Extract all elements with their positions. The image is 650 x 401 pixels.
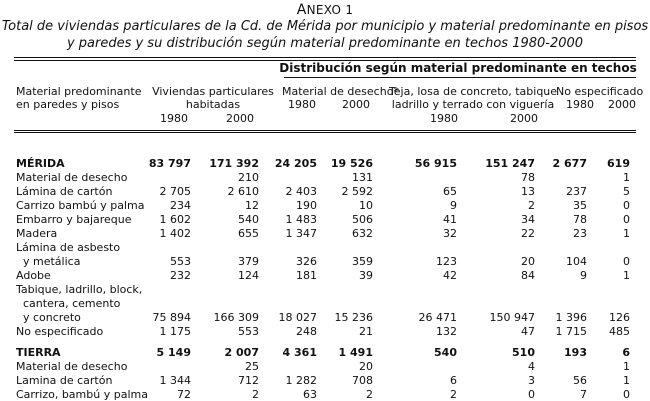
row-label: y concreto	[16, 311, 81, 324]
table-cell: 1 347	[285, 227, 317, 240]
table-cell: 1 282	[285, 374, 317, 387]
table-cell: 15 236	[334, 311, 373, 324]
table-cell: 0	[623, 388, 630, 401]
table-cell: 23	[573, 227, 587, 240]
table-cell: 47	[521, 325, 535, 338]
noesp-year-2000: 2000	[608, 98, 636, 111]
table-cell: 63	[303, 388, 317, 401]
table-cell: 655	[238, 227, 259, 240]
table-cell: 1 402	[159, 227, 191, 240]
table-cell: 84	[521, 269, 535, 282]
table-cell: 13	[521, 185, 535, 198]
table-cell: 75 894	[152, 311, 191, 324]
table-cell: 56 915	[414, 157, 457, 170]
table-cell: 39	[359, 269, 373, 282]
table-cell: 9	[450, 199, 457, 212]
table-cell: 18 027	[278, 311, 317, 324]
table-cell: 24 205	[274, 157, 317, 170]
row-label: Adobe	[16, 269, 51, 282]
annex-rest: NEXO 1	[306, 3, 354, 17]
row-label: Tabique, ladrillo, block,	[16, 283, 143, 296]
table-cell: 248	[296, 325, 317, 338]
table-cell: 20	[521, 255, 535, 268]
table-cell: 56	[573, 374, 587, 387]
table-cell: 6	[450, 374, 457, 387]
viviendas-year-2000: 2000	[226, 112, 254, 125]
table-cell: 166 309	[213, 311, 259, 324]
row-label: Carrizo, bambú y palma	[16, 388, 148, 401]
table-cell: 151 247	[485, 157, 535, 170]
table-cell: 1 491	[338, 346, 373, 359]
teja-year-2000: 2000	[510, 112, 538, 125]
table-cell: 5	[623, 185, 630, 198]
desecho-year-1980: 1980	[288, 98, 316, 111]
table-cell: 2 677	[552, 157, 587, 170]
row-label: Material de desecho	[16, 360, 128, 373]
table-cell: 123	[436, 255, 457, 268]
table-cell: 4 361	[282, 346, 317, 359]
table-cell: 25	[245, 360, 259, 373]
teja-year-1980: 1980	[430, 112, 458, 125]
table-cell: 2	[252, 388, 259, 401]
row-label: y metálica	[16, 255, 81, 268]
table-cell: 1 396	[555, 311, 587, 324]
table-cell: 126	[609, 311, 630, 324]
noesp-header: No especificado	[556, 85, 644, 98]
header-bottom-rule	[14, 130, 636, 131]
table-cell: 150 947	[489, 311, 535, 324]
super-header: Distribución según material predominante en techos	[279, 61, 637, 75]
header-bottom-rule-double	[14, 132, 636, 133]
table-cell: 485	[609, 325, 630, 338]
row-label: TIERRA	[16, 346, 61, 359]
table-cell: 78	[573, 213, 587, 226]
table-cell: 124	[238, 269, 259, 282]
table-cell: 104	[566, 255, 587, 268]
table-cell: 0	[528, 388, 535, 401]
table-cell: 234	[170, 199, 191, 212]
table-cell: 35	[573, 199, 587, 212]
table-cell: 540	[434, 346, 457, 359]
table-cell: 0	[623, 213, 630, 226]
row-label: Material de desecho	[16, 171, 128, 184]
table-cell: 83 797	[148, 157, 191, 170]
table-cell: 1	[623, 227, 630, 240]
table-cell: 72	[177, 388, 191, 401]
table-cell: 4	[528, 360, 535, 373]
table-cell: 1 175	[159, 325, 191, 338]
table-cell: 32	[443, 227, 457, 240]
row-label: No especificado	[16, 325, 104, 338]
table-cell: 0	[623, 255, 630, 268]
desecho-header: Material de desecho*	[282, 85, 399, 98]
table-cell: 1	[623, 171, 630, 184]
table-title-line-1: Total de viviendas particulares de la Cd. de Mérida por municipio y material predominante en pisos	[1, 19, 649, 34]
table-cell: 190	[296, 199, 317, 212]
table-cell: 712	[238, 374, 259, 387]
table-cell: 1 344	[159, 374, 191, 387]
table-cell: 2 592	[341, 185, 373, 198]
table-cell: 379	[238, 255, 259, 268]
noesp-year-1980: 1980	[566, 98, 594, 111]
table-cell: 506	[352, 213, 373, 226]
desecho-year-2000: 2000	[342, 98, 370, 111]
table-cell: 7	[580, 388, 587, 401]
table-cell: 132	[436, 325, 457, 338]
row-label: cantera, cemento	[16, 297, 121, 310]
annex-label	[0, 2, 650, 18]
table-cell: 1 715	[555, 325, 587, 338]
table-cell: 237	[566, 185, 587, 198]
top-rule	[14, 57, 636, 58]
super-header-rule	[284, 77, 636, 78]
table-cell: 193	[564, 346, 587, 359]
table-cell: 1	[623, 374, 630, 387]
table-cell: 19 526	[330, 157, 373, 170]
table-cell: 0	[623, 199, 630, 212]
table-cell: 5 149	[156, 346, 191, 359]
table-cell: 6	[622, 346, 630, 359]
table-cell: 3	[528, 374, 535, 387]
table-cell: 2 705	[159, 185, 191, 198]
table-cell: 1 483	[285, 213, 317, 226]
table-cell: 232	[170, 269, 191, 282]
table-cell: 708	[352, 374, 373, 387]
table-cell: 540	[238, 213, 259, 226]
table-cell: 1	[623, 360, 630, 373]
table-cell: 10	[359, 199, 373, 212]
row-header-line-1: Material predominante	[16, 85, 142, 98]
teja-header-line-1: Teja, losa de concreto, tabique	[388, 85, 558, 98]
table-cell: 65	[443, 185, 457, 198]
table-cell: 553	[238, 325, 259, 338]
table-cell: 42	[443, 269, 457, 282]
table-cell: 34	[521, 213, 535, 226]
table-cell: 326	[296, 255, 317, 268]
table-cell: 41	[443, 213, 457, 226]
viviendas-header-line-1: Viviendas particulares	[152, 85, 274, 98]
table-cell: 22	[521, 227, 535, 240]
row-label: Carrizo bambú y palma	[16, 199, 145, 212]
annex-initial: A	[296, 2, 307, 18]
table-cell: 2	[366, 388, 373, 401]
row-label: Lámina de asbesto	[16, 241, 121, 254]
table-cell: 20	[359, 360, 373, 373]
table-cell: 632	[352, 227, 373, 240]
table-cell: 78	[521, 171, 535, 184]
table-cell: 553	[170, 255, 191, 268]
table-cell: 619	[607, 157, 630, 170]
row-label: Lamina de cartón	[16, 374, 113, 387]
table-cell: 181	[296, 269, 317, 282]
row-label: Madera	[16, 227, 58, 240]
table-cell: 210	[238, 171, 259, 184]
viviendas-header-line-2: habitadas	[185, 98, 241, 111]
table-cell: 21	[359, 325, 373, 338]
table-cell: 9	[580, 269, 587, 282]
table-cell: 1 602	[159, 213, 191, 226]
table-cell: 2 610	[227, 185, 259, 198]
table-cell: 131	[352, 171, 373, 184]
table-cell: 2 403	[285, 185, 317, 198]
table-cell: 26 471	[418, 311, 457, 324]
table-cell: 2 007	[224, 346, 259, 359]
table-cell: 171 392	[209, 157, 259, 170]
table-cell: 2	[450, 388, 457, 401]
row-label: Embarro y bajareque	[16, 213, 132, 226]
table-cell: 510	[512, 346, 535, 359]
teja-header-line-2: ladrillo y terrado con viguería	[391, 98, 555, 111]
table-cell: 2	[528, 199, 535, 212]
table-cell: 1	[623, 269, 630, 282]
row-label: MÉRIDA	[16, 157, 65, 170]
table-title-line-2: y paredes y su distribución según material predominante en techos 1980-2000	[66, 36, 584, 51]
table-cell: 359	[352, 255, 373, 268]
row-header-line-2: en paredes y pisos	[16, 98, 120, 111]
table-cell: 12	[245, 199, 259, 212]
viviendas-year-1980: 1980	[160, 112, 188, 125]
row-label: Lámina de cartón	[16, 185, 113, 198]
